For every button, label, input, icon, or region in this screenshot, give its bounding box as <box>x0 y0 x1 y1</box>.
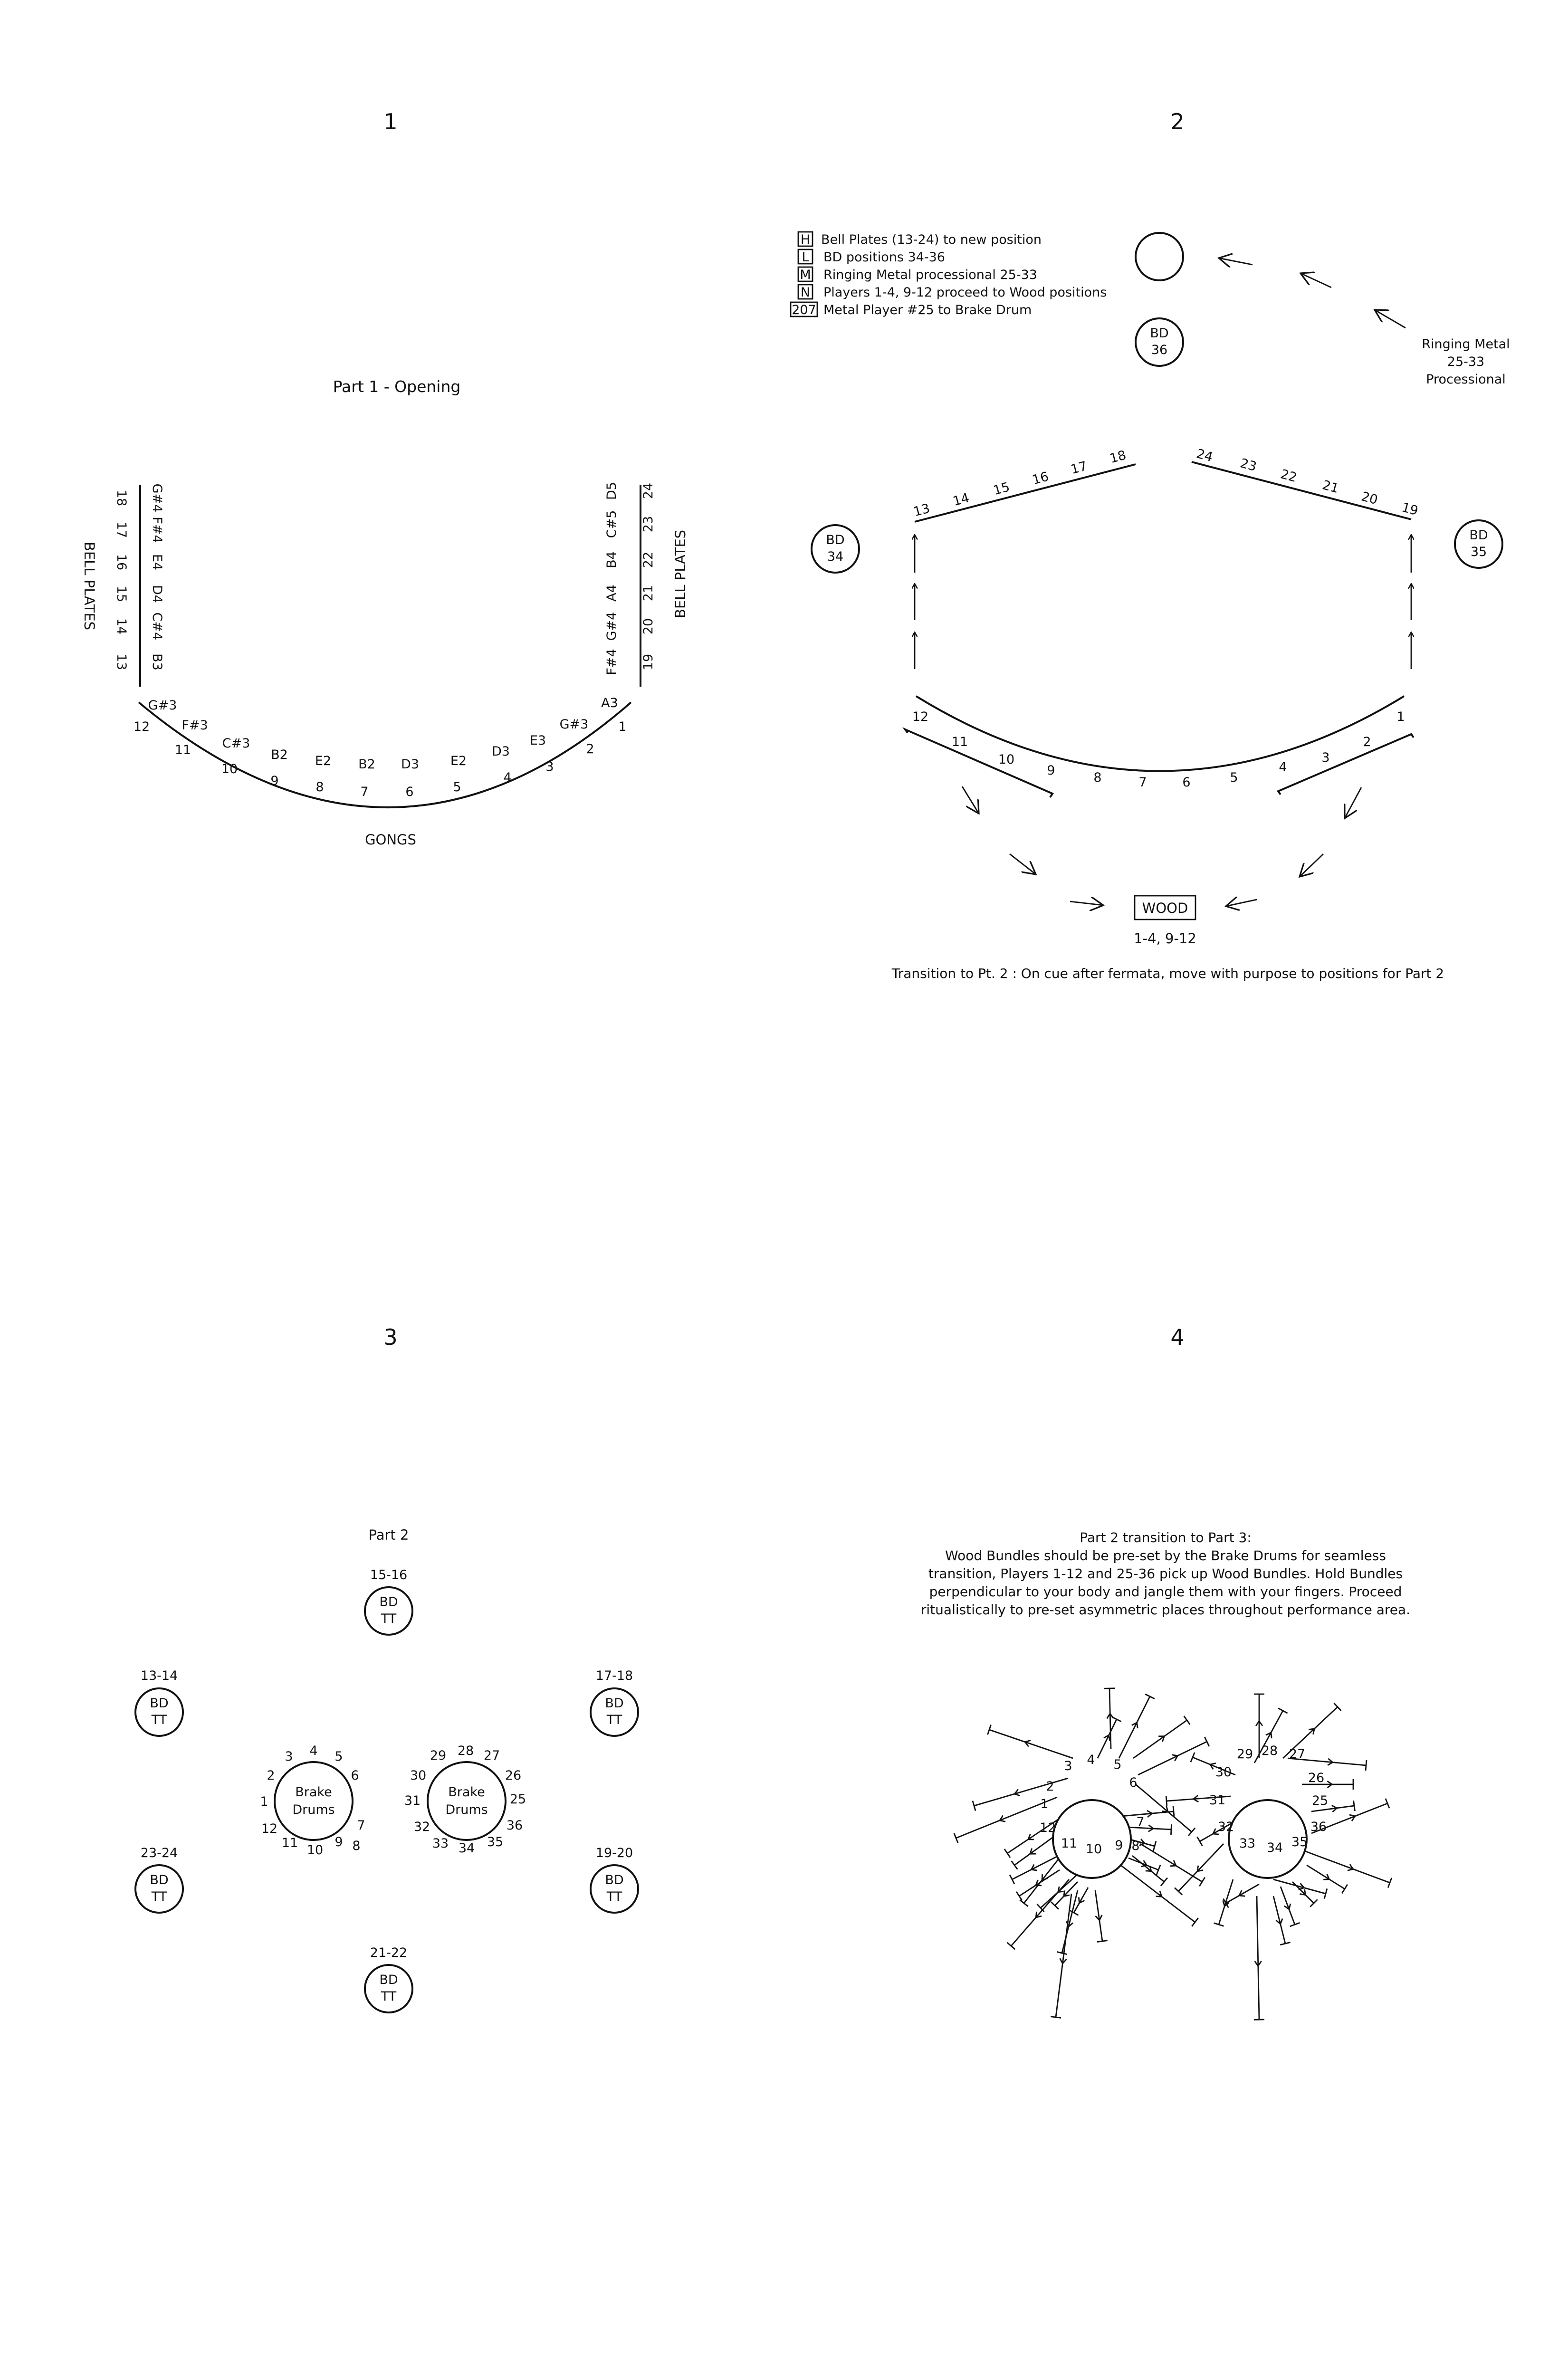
bell-plate-number: 18 <box>1108 448 1128 467</box>
station-line1: BD <box>379 1973 398 1987</box>
wood-bundle-endcap <box>1104 1688 1115 1689</box>
wood-bundle-endcap <box>1342 1885 1348 1894</box>
bell-plate-number: 24 <box>1195 446 1214 465</box>
right-wood-group-bracket <box>1278 734 1414 795</box>
wood-bundle-path <box>989 1730 1073 1758</box>
bundle-player: 27 <box>1289 1747 1306 1762</box>
bundle-player: 32 <box>1217 1820 1234 1834</box>
brake-drum-circle <box>275 1762 353 1840</box>
station-players: 13-14 <box>140 1668 178 1683</box>
gong-player: 11 <box>174 743 191 757</box>
station-circle <box>135 1688 183 1736</box>
brake-drum-player: 1 <box>260 1794 268 1809</box>
wood-bundle-direction <box>1332 1805 1337 1808</box>
wood-bundle-direction <box>1197 1866 1198 1871</box>
wood-bundle-direction <box>1137 1723 1138 1728</box>
station-players: 19-20 <box>595 1846 633 1860</box>
bell-plate-number: 23 <box>1238 456 1258 475</box>
gong-player: 3 <box>545 759 554 774</box>
bd34-line2: 34 <box>827 549 844 564</box>
right-bell-plates <box>604 482 656 675</box>
gong-player-number: 12 <box>912 709 929 724</box>
panel4-note-line: Part 2 transition to Part 3: <box>1080 1530 1252 1545</box>
panel4-note-line: transition, Players 1-12 and 25-36 pick up Wood Bundles. Hold Bundles <box>928 1566 1403 1581</box>
bell-plate-number: 16 <box>1031 469 1051 488</box>
processional-arrow <box>1300 273 1331 287</box>
gong-player: 10 <box>221 762 238 776</box>
wood-bundle-endcap <box>1112 1717 1121 1722</box>
brake-drum-player: 30 <box>410 1768 427 1783</box>
brake-drum-player: 31 <box>404 1793 421 1808</box>
to-wood-arrow <box>1010 854 1036 874</box>
wood-bundle-direction <box>1032 1869 1037 1870</box>
brake-drum-line2: Drums <box>445 1802 488 1817</box>
wood-bundle-path <box>1118 1863 1195 1922</box>
to-wood-arrow <box>962 786 979 814</box>
panel-number-3: 3 <box>383 1324 398 1350</box>
bell-plate-number: 17 <box>1069 459 1089 478</box>
wood-bundle-direction <box>1109 1735 1110 1741</box>
wood-bundle-endcap <box>1205 1737 1209 1746</box>
processional-arrow <box>1219 258 1252 265</box>
bd-tt-station <box>365 1568 412 1635</box>
gong-player: 6 <box>405 785 414 799</box>
brake-drum-line1: Brake <box>295 1785 332 1800</box>
bundle-player: 35 <box>1291 1835 1308 1849</box>
station-circle <box>365 1587 412 1635</box>
panel4-note-line: Wood Bundles should be pre-set by the Brake Drums for seamless <box>945 1548 1386 1563</box>
brake-drum-player: 10 <box>306 1843 324 1858</box>
bd-tt-station <box>135 1668 183 1736</box>
right-plate-player: 23 <box>641 516 656 533</box>
ringing-metal-line1: Ringing Metal <box>1422 337 1510 352</box>
wood-bundle-path <box>1292 1882 1314 1903</box>
brake-drum-player: 2 <box>267 1768 275 1783</box>
bundle-player: 30 <box>1215 1765 1232 1780</box>
gong-note: E3 <box>529 733 546 748</box>
right-plate-note: A4 <box>604 584 619 602</box>
left-bell-plate-row <box>915 464 1136 522</box>
wood-bundle-path <box>1257 1896 1259 2020</box>
left-plate-note: G#4 <box>150 483 164 513</box>
wood-bundle-endcap <box>1097 1940 1108 1942</box>
left-bell-plate-numbers <box>912 448 1128 519</box>
bd36-line2: 36 <box>1151 343 1168 357</box>
left-plate-note: D4 <box>150 585 164 603</box>
legend-key: M <box>800 268 811 282</box>
gong-note: D3 <box>492 744 510 759</box>
legend-text: Players 1-4, 9-12 proceed to Wood positions <box>823 285 1107 300</box>
bundle-player: 25 <box>1311 1793 1329 1808</box>
wood-bundle-path <box>1273 1896 1285 1944</box>
wood-bundle-endcap <box>1354 1801 1355 1811</box>
brake-drum-player: 8 <box>352 1839 361 1853</box>
brake-drum-player: 11 <box>281 1836 298 1850</box>
brake-drum-player: 28 <box>457 1744 474 1758</box>
wood-bundle-direction <box>1060 1958 1063 1964</box>
bd36-line1: BD <box>1150 326 1169 341</box>
brake-drum-player: 25 <box>509 1792 526 1807</box>
station-line2: TT <box>151 1713 167 1727</box>
wood-bundle-path <box>1074 1887 1088 1913</box>
panel-3 <box>135 1527 638 2012</box>
processional-destination-circle <box>1136 233 1183 280</box>
left-plate-note: B3 <box>150 653 164 671</box>
to-wood-arrow <box>1300 854 1323 877</box>
wood-bundle-endcap <box>1166 1796 1167 1806</box>
wood-label: WOOD <box>1142 900 1188 916</box>
ringing-metal-line2: 25-33 <box>1447 354 1485 369</box>
processional-arrow <box>1375 310 1405 328</box>
left-plate-note: F#4 <box>150 517 164 543</box>
gong-player: 4 <box>503 770 512 785</box>
brake-drum-player: 27 <box>483 1748 500 1763</box>
bd34-line1: BD <box>826 533 845 547</box>
bundle-player: 10 <box>1085 1842 1102 1857</box>
right-plate-player: 21 <box>641 584 656 602</box>
brake-drum-player: 29 <box>430 1748 447 1763</box>
gong-arc <box>916 696 1404 771</box>
station-line1: BD <box>379 1595 398 1610</box>
station-line1: BD <box>605 1873 624 1887</box>
gong-arc <box>139 702 631 807</box>
wood-bundle-path <box>1273 1879 1326 1894</box>
right-plate-note: B4 <box>604 551 619 568</box>
brake-drum-player: 4 <box>309 1744 318 1758</box>
left-plate-player: 17 <box>114 521 129 538</box>
gong-player: 1 <box>618 719 627 734</box>
gong-player-number: 11 <box>951 735 968 749</box>
panel1-title: Part 1 - Opening <box>333 377 461 396</box>
left-wood-group-bracket <box>905 729 1052 797</box>
bundle-player: 2 <box>1046 1779 1054 1794</box>
brake-drum-line2: Drums <box>292 1802 335 1817</box>
gong-note: C#3 <box>222 736 250 751</box>
brake-drum-player: 5 <box>335 1749 343 1764</box>
to-wood-arrow <box>1345 787 1361 818</box>
brake-drum-player: 36 <box>506 1818 523 1833</box>
wood-bundle-direction <box>1025 1740 1031 1742</box>
to-wood-arrow <box>1226 900 1257 906</box>
transition-note: Transition to Pt. 2 : On cue after fermata, move with purpose to positions for Part 2 <box>891 966 1444 981</box>
legend-key: H <box>800 232 811 247</box>
bundle-player: 1 <box>1040 1797 1049 1811</box>
panel-number-2: 2 <box>1170 109 1185 134</box>
wood-bundle-endcap <box>1278 1708 1287 1714</box>
gong-player: 9 <box>270 774 279 788</box>
wood-bundle-endcap <box>1173 1806 1174 1817</box>
gong-player-number: 8 <box>1093 770 1102 785</box>
ringing-metal-line3: Processional <box>1426 372 1506 387</box>
wood-bundle-path <box>1307 1865 1345 1889</box>
panel4-note-line: ritualistically to pre-set asymmetric places throughout performance area. <box>920 1602 1411 1618</box>
gong-player-number: 2 <box>1363 735 1371 749</box>
right-plate-player: 19 <box>641 653 656 671</box>
bell-plate-number: 21 <box>1320 478 1340 497</box>
wood-bundle-endcap <box>1145 1694 1155 1699</box>
left-bell-plates-label: BELL PLATES <box>81 541 97 631</box>
bass-drum-34 <box>812 525 859 573</box>
bd-tt-station <box>591 1846 638 1913</box>
bell-plate-number: 19 <box>1400 500 1420 519</box>
brake-drums-left <box>260 1744 365 1858</box>
station-players: 15-16 <box>370 1568 408 1582</box>
bundle-player: 3 <box>1064 1759 1072 1773</box>
bundle-player: 9 <box>1115 1838 1123 1853</box>
gong-player-number: 7 <box>1138 775 1147 790</box>
bd-tt-station <box>591 1668 638 1736</box>
brake-drum-player: 6 <box>351 1768 359 1783</box>
brake-drum-line1: Brake <box>448 1785 485 1800</box>
wood-bundle-direction <box>1281 1918 1282 1924</box>
bd35-line2: 35 <box>1470 545 1487 559</box>
right-plate-player: 24 <box>641 482 656 499</box>
right-bell-plates-label: BELL PLATES <box>672 529 688 619</box>
left-plate-player: 18 <box>114 489 129 507</box>
gong-note: B2 <box>358 757 375 772</box>
brake-drum-player: 9 <box>335 1835 343 1849</box>
station-circle <box>365 1965 412 2012</box>
gong-player-number: 5 <box>1230 770 1238 785</box>
brake-drums-right <box>404 1744 526 1856</box>
bell-plate-number: 15 <box>992 479 1012 498</box>
gong-player: 5 <box>453 780 461 795</box>
wood-bundle-direction <box>1100 1915 1102 1920</box>
brake-drum-player: 7 <box>357 1818 365 1833</box>
gongs-label: GONGS <box>365 832 416 848</box>
wood-bundle-endcap <box>1012 1861 1018 1869</box>
station-circle <box>135 1865 183 1913</box>
bundle-player: 8 <box>1131 1839 1140 1853</box>
wood-bundle-paths <box>954 1688 1392 2020</box>
gong-note: G#3 <box>148 698 177 713</box>
wood-bundle-direction <box>1348 1869 1353 1870</box>
wood-bundle-direction <box>1349 1815 1355 1816</box>
wood-bundle-endcap <box>1016 1892 1022 1900</box>
legend-key: L <box>802 250 809 265</box>
wood-bundle-endcap <box>1192 1918 1198 1926</box>
to-wood-arrow <box>1070 901 1103 905</box>
gong-note: E2 <box>315 754 332 768</box>
right-plate-note: F#4 <box>604 649 619 675</box>
left-plate-player: 13 <box>114 653 129 671</box>
wood-bundle-direction <box>1064 1890 1065 1896</box>
gong-player-numbers <box>912 709 1405 790</box>
wood-bundle-endcap <box>1161 1878 1167 1886</box>
gong-player: 2 <box>586 742 594 757</box>
right-plate-note: D5 <box>604 482 619 500</box>
left-plate-note: C#4 <box>150 612 164 641</box>
bell-plate-number: 22 <box>1279 467 1299 486</box>
wood-bundle-path <box>1304 1851 1390 1883</box>
wood-bundle-direction <box>1309 1729 1314 1730</box>
gong-player-number: 9 <box>1047 763 1055 778</box>
brake-drum-player: 12 <box>261 1821 278 1836</box>
right-plate-note: G#4 <box>604 612 619 641</box>
station-line1: BD <box>150 1873 169 1887</box>
wood-bundle-endcap <box>1199 1878 1205 1887</box>
panel-1 <box>81 377 688 848</box>
gong-player: 8 <box>316 780 324 795</box>
station-line1: BD <box>150 1696 169 1711</box>
bundle-player: 34 <box>1266 1840 1283 1855</box>
wood-bundle-endcap <box>1197 1837 1203 1846</box>
bd-tt-station <box>135 1846 183 1913</box>
station-circle <box>591 1865 638 1913</box>
wood-bundle-endcap <box>1366 1760 1367 1771</box>
station-players: 21-22 <box>370 1945 408 1960</box>
wood-bundle-direction <box>1172 1755 1177 1756</box>
right-plate-player: 22 <box>641 551 656 568</box>
bell-plate-number: 13 <box>912 501 932 520</box>
wood-bundle-path <box>1062 1890 1078 1953</box>
panel4-note-line: perpendicular to your body and jangle them with your fingers. Proceed <box>929 1584 1402 1600</box>
right-plate-note: C#5 <box>604 510 619 538</box>
legend-text: Ringing Metal processional 25-33 <box>823 268 1037 282</box>
bundle-player: 36 <box>1310 1820 1327 1834</box>
gong-player-number: 10 <box>998 752 1015 767</box>
wood-bundle-endcap <box>1004 1849 1010 1858</box>
legend <box>791 232 1107 317</box>
wood-bundle-path <box>1133 1720 1187 1758</box>
bundle-player: 33 <box>1239 1836 1256 1851</box>
bundle-player: 29 <box>1236 1747 1253 1762</box>
brake-drum-player: 26 <box>505 1768 522 1783</box>
gong-note: B2 <box>271 747 288 762</box>
legend-text: Bell Plates (13-24) to new position <box>821 232 1042 247</box>
gong-player-number: 1 <box>1396 709 1405 724</box>
station-line1: BD <box>605 1696 624 1711</box>
wood-bundle-path <box>1127 1827 1171 1830</box>
legend-key: 207 <box>792 303 816 317</box>
panel-number-1: 1 <box>383 109 398 134</box>
wood-bundle-endcap <box>1010 1875 1014 1884</box>
station-circle <box>591 1688 638 1736</box>
gong-player-number: 4 <box>1279 760 1287 775</box>
wood-bundle-endcap <box>1020 1900 1028 1907</box>
wood-bundle-direction <box>1289 1904 1291 1909</box>
brake-drum-player: 34 <box>458 1841 475 1856</box>
wood-bundle-direction <box>1323 1879 1329 1880</box>
brake-drum-player: 32 <box>413 1820 430 1834</box>
bundle-player: 31 <box>1209 1793 1226 1808</box>
wood-bundle-direction <box>1000 1820 1005 1822</box>
bass-drum-35 <box>1455 520 1502 568</box>
bundle-player: 12 <box>1039 1820 1056 1835</box>
panel-number-4: 4 <box>1170 1324 1185 1350</box>
gong-note: F#3 <box>182 718 208 733</box>
left-plate-player: 15 <box>114 585 129 603</box>
gong-note: G#3 <box>559 717 589 732</box>
panel-2 <box>791 232 1510 981</box>
bundle-player: 26 <box>1308 1771 1325 1785</box>
wood-players: 1-4, 9-12 <box>1134 930 1196 947</box>
legend-text: Metal Player #25 to Brake Drum <box>823 303 1032 317</box>
bd-tt-station <box>365 1945 412 2012</box>
left-plate-player: 14 <box>114 618 129 635</box>
right-bell-plate-row <box>1192 462 1411 519</box>
left-plate-player: 16 <box>114 554 129 571</box>
gong-row <box>134 696 627 799</box>
wood-bundle-path <box>1219 1879 1233 1925</box>
gong-note: D3 <box>401 757 419 772</box>
station-players: 17-18 <box>595 1668 633 1683</box>
legend-text: BD positions 34-36 <box>823 250 945 265</box>
brake-drum-player: 33 <box>432 1836 449 1851</box>
bundle-player: 11 <box>1061 1836 1078 1851</box>
gong-player: 7 <box>360 785 369 799</box>
station-players: 23-24 <box>140 1846 178 1860</box>
station-line2: TT <box>606 1889 622 1904</box>
gong-note: A3 <box>601 696 618 710</box>
station-line2: TT <box>381 1611 397 1626</box>
bundle-player: 5 <box>1113 1757 1122 1772</box>
bell-plate-number: 14 <box>951 490 971 509</box>
gong-player: 12 <box>133 719 150 734</box>
station-line2: TT <box>381 1989 397 2004</box>
wood-bundle-direction <box>1271 1733 1272 1738</box>
wood-bundle-direction <box>1210 1763 1216 1764</box>
gong-player-number: 3 <box>1321 750 1330 765</box>
wood-bundle-path <box>1098 1719 1117 1758</box>
brake-drum-player: 35 <box>487 1835 504 1849</box>
wood-bundle-endcap <box>1184 1716 1190 1725</box>
gong-note: E2 <box>450 754 467 768</box>
bell-plate-number: 20 <box>1359 489 1379 508</box>
bundle-player: 7 <box>1136 1815 1145 1830</box>
right-bell-plate-numbers <box>1195 446 1420 518</box>
right-plate-player: 20 <box>641 618 656 635</box>
brake-drum-player: 3 <box>285 1749 293 1764</box>
bass-drum-36 <box>1136 318 1183 366</box>
left-plate-note: E4 <box>150 554 164 571</box>
wood-bundle-path <box>1056 1894 1071 2017</box>
bundle-player: 28 <box>1261 1744 1278 1758</box>
gong-player-number: 6 <box>1182 775 1191 790</box>
wood-bundle-path <box>1011 1879 1069 1946</box>
wood-bundle-direction <box>1014 1794 1020 1796</box>
bundle-player: 4 <box>1087 1753 1095 1767</box>
brake-drum-circle <box>428 1762 506 1840</box>
panel3-title: Part 2 <box>368 1527 409 1543</box>
wood-bundle-endcap <box>1051 2017 1061 2018</box>
bundle-player: 6 <box>1129 1775 1138 1790</box>
bd35-line1: BD <box>1469 528 1488 543</box>
panel-4 <box>921 1530 1410 2020</box>
station-line2: TT <box>606 1713 622 1727</box>
legend-key: N <box>800 285 811 300</box>
station-line2: TT <box>151 1889 167 1904</box>
wood-bundle-endcap <box>1069 1910 1078 1916</box>
